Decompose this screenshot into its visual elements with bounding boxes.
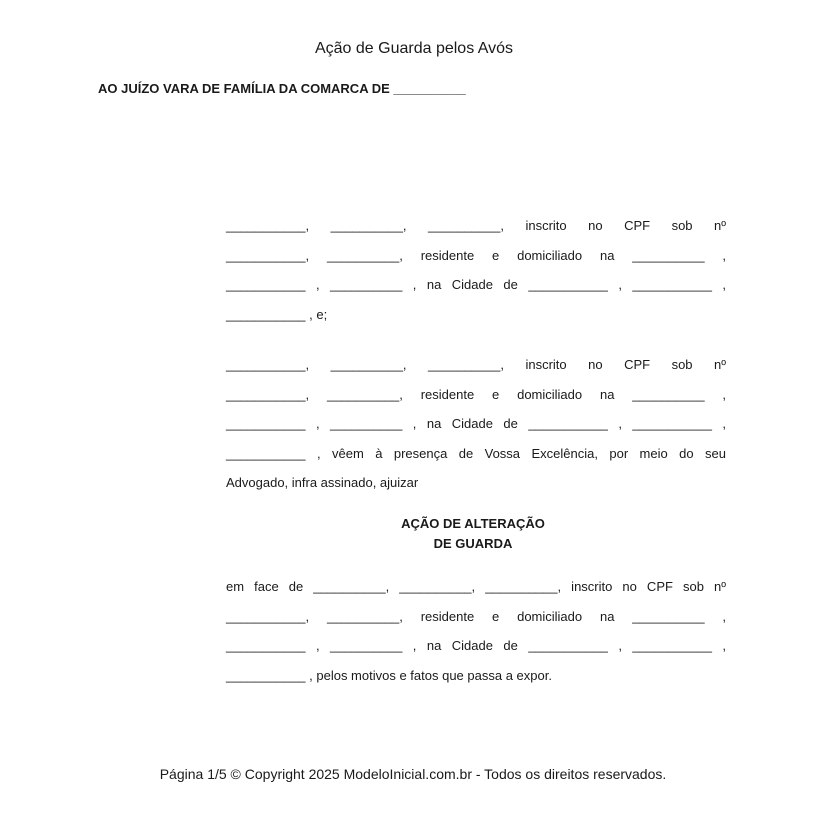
court-heading: AO JUÍZO VARA DE FAMÍLIA DA COMARCA DE __________ <box>98 81 466 96</box>
paragraph-line: ___________ , e; <box>226 306 328 322</box>
action-title-line-2: DE GUARDA <box>433 536 513 551</box>
paragraph-line: ___________, __________, __________, inscrito no CPF sob nº <box>226 357 726 372</box>
party-1-paragraph <box>226 216 726 334</box>
document-title: Ação de Guarda pelos Avós <box>314 40 514 57</box>
paragraph-line: ___________ , __________ , na Cidade de ___________ , ___________ , <box>226 277 726 292</box>
paragraph-line: ___________ , __________ , na Cidade de ___________ , ___________ , <box>226 638 726 653</box>
page-footer: Página 1/5 © Copyright 2025 ModeloInicial.com.br - Todos os direitos reservados. <box>159 766 667 782</box>
paragraph-line: ___________ , __________ , na Cidade de ___________ , ___________ , <box>226 416 726 431</box>
action-title-line-1: AÇÃO DE ALTERAÇÃO <box>401 516 545 531</box>
paragraph-line: ___________, __________, __________, inscrito no CPF sob nº <box>226 218 726 233</box>
defendant-paragraph <box>226 577 726 695</box>
paragraph-line: em face de __________, __________, __________, inscrito no CPF sob nº <box>226 579 726 594</box>
party-2-paragraph <box>226 355 726 503</box>
paragraph-line: ___________, __________, residente e domiciliado na __________ , <box>226 386 726 402</box>
paragraph-line: ___________, __________, residente e domiciliado na __________ , <box>226 608 726 624</box>
paragraph-line: ___________ , vêem à presença de Vossa Excelência, por meio do seu <box>226 445 726 461</box>
paragraph-line: Advogado, infra assinado, ajuizar <box>226 475 419 490</box>
paragraph-line: ___________ , pelos motivos e fatos que passa a expor. <box>226 667 552 683</box>
action-title <box>0 514 828 554</box>
paragraph-line: ___________, __________, residente e domiciliado na __________ , <box>226 247 726 263</box>
